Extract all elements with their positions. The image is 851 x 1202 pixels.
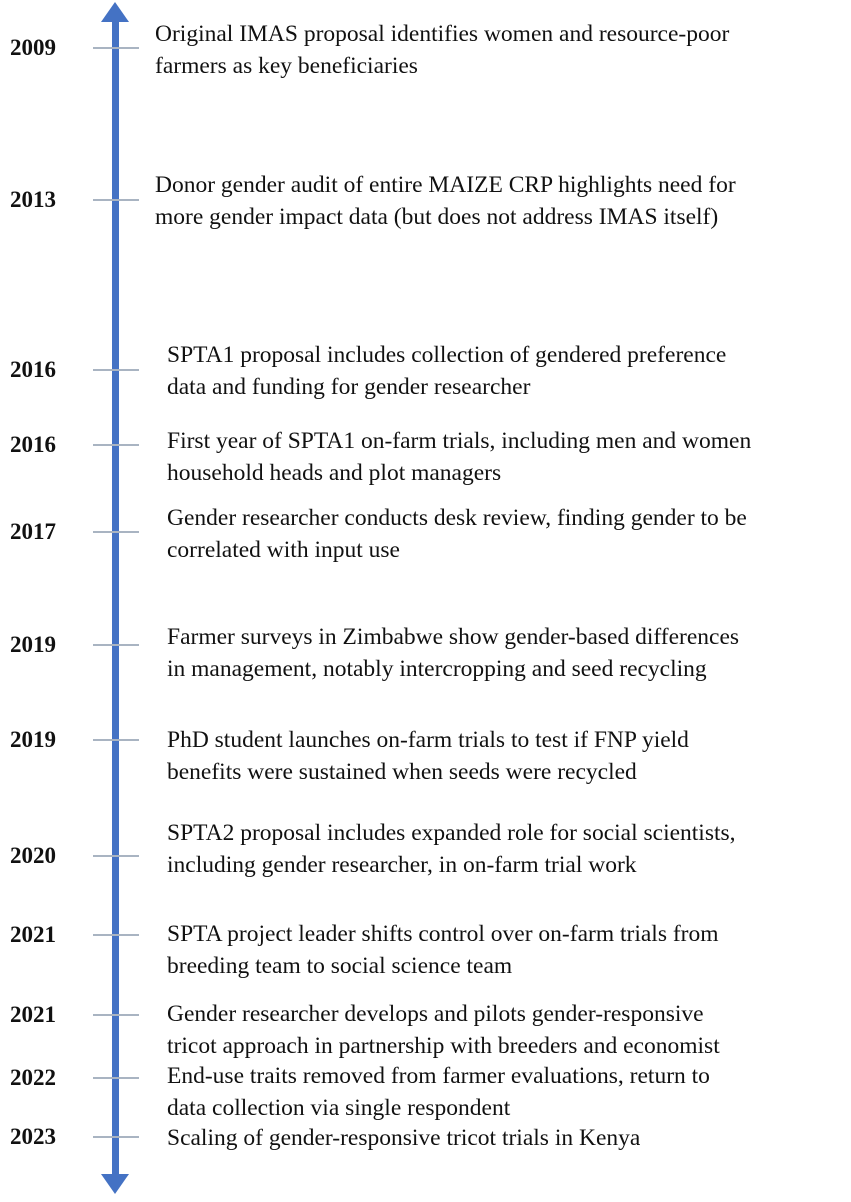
timeline-tick <box>93 1136 139 1138</box>
event-description <box>167 724 689 788</box>
event-line: data and funding for gender researcher <box>167 374 531 400</box>
arrow-down-icon <box>101 1174 129 1194</box>
timeline-tick <box>93 644 139 646</box>
event-description <box>167 502 747 566</box>
event-description <box>167 817 736 881</box>
event-year: 2016 <box>10 357 56 382</box>
event-year: 2017 <box>10 519 56 544</box>
event-line: more gender impact data (but does not address IMAS itself) <box>155 204 719 230</box>
timeline-tick <box>93 444 139 446</box>
event-line: Gender researcher conducts desk review, finding gender to be <box>167 505 747 531</box>
event-line: Gender researcher develops and pilots gender-responsive <box>167 1001 704 1027</box>
event-description <box>167 1122 640 1154</box>
event-line: farmers as key beneficiaries <box>155 53 418 79</box>
event-line: First year of SPTA1 on-farm trials, including men and women <box>167 428 752 454</box>
event-year: 2023 <box>10 1124 56 1149</box>
event-description <box>155 169 736 233</box>
event-year: 2016 <box>10 432 56 457</box>
event-year: 2019 <box>10 632 56 657</box>
event-line: Donor gender audit of entire MAIZE CRP highlights need for <box>155 172 736 198</box>
event-description <box>167 998 720 1062</box>
event-year: 2020 <box>10 843 56 868</box>
timeline-tick <box>93 934 139 936</box>
event-year: 2021 <box>10 922 56 947</box>
event-line: End-use traits removed from farmer evaluations, return to <box>167 1063 710 1089</box>
event-line: SPTA2 proposal includes expanded role for social scientists, <box>167 820 736 846</box>
event-year: 2021 <box>10 1002 56 1027</box>
arrow-up-icon <box>101 2 129 22</box>
timeline-tick <box>93 531 139 533</box>
timeline-tick <box>93 855 139 857</box>
event-line: Scaling of gender-responsive tricot trials in Kenya <box>167 1125 641 1151</box>
event-line: in management, notably intercropping and seed recycling <box>167 656 707 682</box>
event-line: breeding team to social science team <box>167 953 513 979</box>
event-description <box>167 621 739 685</box>
event-description <box>167 339 726 403</box>
event-line: including gender researcher, in on-farm trial work <box>167 852 637 878</box>
event-line: SPTA1 proposal includes collection of gendered preference <box>167 342 727 368</box>
event-description <box>155 18 729 82</box>
event-year: 2022 <box>10 1065 56 1090</box>
timeline-tick <box>93 369 139 371</box>
event-line: SPTA project leader shifts control over on-farm trials from <box>167 921 719 947</box>
timeline-tick <box>93 1014 139 1016</box>
event-line: household heads and plot managers <box>167 460 502 486</box>
event-description <box>167 425 751 489</box>
event-description <box>167 918 719 982</box>
event-line: PhD student launches on-farm trials to test if FNP yield <box>167 727 689 753</box>
event-year: 2019 <box>10 727 56 752</box>
event-line: correlated with input use <box>167 537 400 563</box>
timeline-tick <box>93 739 139 741</box>
timeline-tick <box>93 47 139 49</box>
event-line: data collection via single respondent <box>167 1095 511 1121</box>
event-line: benefits were sustained when seeds were recycled <box>167 759 637 785</box>
event-description <box>167 1060 710 1124</box>
event-line: tricot approach in partnership with breeders and economist <box>167 1033 720 1059</box>
timeline-tick <box>93 199 139 201</box>
timeline-axis <box>112 14 119 1178</box>
event-year: 2009 <box>10 35 56 60</box>
event-line: Original IMAS proposal identifies women and resource-poor <box>155 21 730 47</box>
event-line: Farmer surveys in Zimbabwe show gender-based differences <box>167 624 740 650</box>
timeline-tick <box>93 1077 139 1079</box>
event-year: 2013 <box>10 187 56 212</box>
